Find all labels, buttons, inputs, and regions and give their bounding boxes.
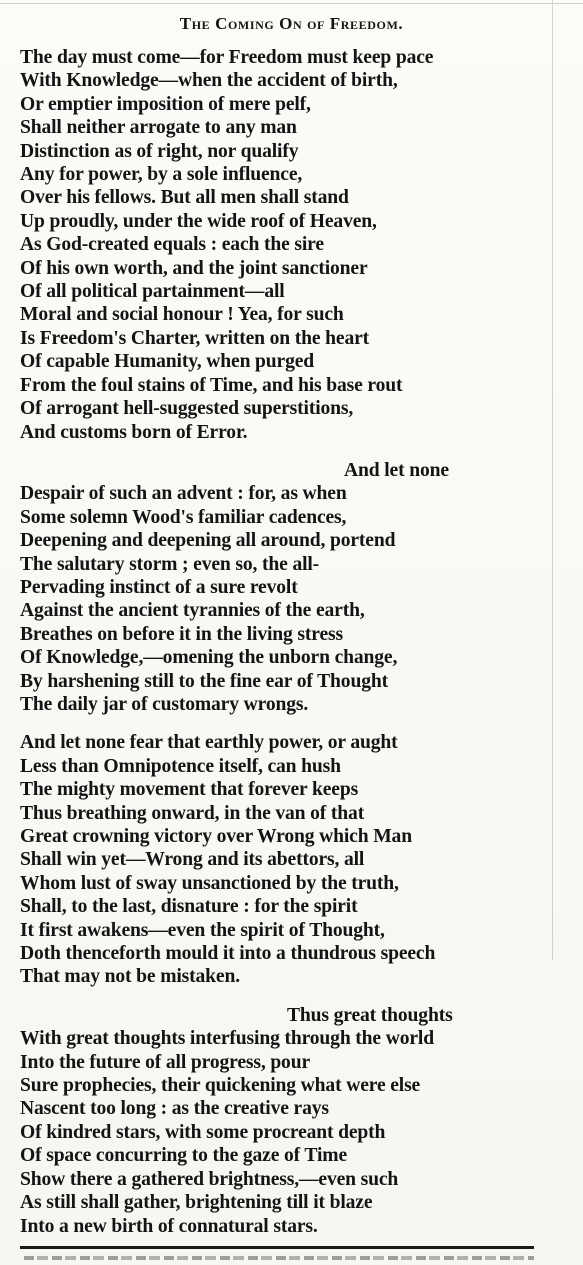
stanza	[20, 459, 560, 716]
poem-line: The mighty movement that forever keeps	[20, 779, 359, 801]
poem-line: With Knowledge—when the accident of birth,	[20, 70, 398, 92]
poem-line: Show there a gathered brightness,—even such	[20, 1168, 399, 1190]
poem-line: Of all political partainment—all	[20, 281, 285, 303]
poem-line: Distinction as of right, nor qualify	[20, 140, 299, 162]
stanza	[20, 731, 560, 988]
poem-line: The day must come—for Freedom must keep pace	[20, 47, 434, 68]
stanza-gap	[20, 716, 560, 731]
poem-line: Breathes on before it in the living stress	[20, 623, 343, 645]
poem-line: Against the ancient tyrannies of the earth,	[20, 600, 365, 622]
poem-line: Doth thenceforth mould it into a thundrous speech	[20, 943, 436, 965]
top-border-rule	[0, 3, 583, 4]
poem-line: From the foul stains of Time, and his base rout	[20, 374, 403, 396]
poem-line: Into a new birth of connatural stars.	[20, 1215, 318, 1237]
poem-line: By harshening still to the fine ear of Thought	[20, 670, 388, 692]
bottom-rule	[20, 1246, 534, 1249]
poem-line: Thus breathing onward, in the van of that	[20, 802, 365, 824]
poem-line: Less than Omnipotence itself, can hush	[20, 755, 341, 777]
poem-line: Any for power, by a sole influence,	[20, 164, 303, 186]
poem-line: The salutary storm ; even so, the all-	[20, 553, 320, 575]
poem-line: As God-created equals : each the sire	[20, 234, 324, 256]
stanza	[20, 46, 560, 444]
poem-line: And let none fear that earthly power, or aught	[20, 732, 398, 754]
poem-line: Whom lust of sway unsanctioned by the truth,	[20, 872, 399, 894]
poem-line: Deepening and deepening all around, portend	[20, 530, 396, 552]
poem-line: Into the future of all progress, pour	[20, 1051, 311, 1073]
poem-line: Shall neither arrogate to any man	[20, 117, 297, 139]
poem-line: Of his own worth, and the joint sanctioner	[20, 257, 368, 279]
poem-line: Of capable Humanity, when purged	[20, 351, 315, 373]
poem-line: That may not be mistaken.	[20, 966, 240, 988]
poem-line: And customs born of Error.	[20, 421, 248, 443]
poem-line: Sure prophecies, their quickening what were else	[20, 1075, 421, 1097]
poem-line: It first awakens—even the spirit of Thought,	[20, 919, 385, 941]
cropped-next-column-text	[24, 1256, 534, 1260]
poem-line: Pervading instinct of a sure revolt	[20, 576, 298, 598]
poem-line: Of kindred stars, with some procreant depth	[20, 1121, 386, 1143]
poem-body	[20, 46, 560, 1238]
poem-line: Of Knowledge,—omening the unborn change,	[20, 647, 398, 669]
poem-line: Over his fellows. But all men shall stand	[20, 187, 349, 209]
poem-line: Shall, to the last, disnature : for the spirit	[20, 896, 358, 918]
poem-line: Shall win yet—Wrong and its abettors, all	[20, 849, 365, 871]
poem-line: The daily jar of customary wrongs.	[20, 693, 309, 715]
poem-line: Great crowning victory over Wrong which Man	[20, 826, 412, 847]
stanza-gap	[20, 444, 560, 459]
stanza	[20, 1004, 560, 1238]
poem-line-lead: Thus great thoughts	[287, 1004, 453, 1026]
poem-title: The Coming On of Freedom.	[179, 14, 404, 33]
poem-line: Some solemn Wood's familiar cadences,	[20, 506, 347, 528]
poem-line-lead: And let none	[344, 459, 449, 481]
poem-line: Moral and social honour ! Yea, for such	[20, 304, 344, 326]
poem-line: Or emptier imposition of mere pelf,	[20, 93, 311, 115]
poem-line: Up proudly, under the wide roof of Heaven,	[20, 210, 377, 232]
poem-line: Despair of such an advent : for, as when	[20, 483, 347, 505]
poem-line: With great thoughts interfusing through the world	[20, 1028, 434, 1050]
stanza-gap	[20, 989, 560, 1004]
poem-line: As still shall gather, brightening till it blaze	[20, 1192, 373, 1214]
poem-line: Of arrogant hell-suggested superstitions,	[20, 398, 354, 420]
poem-line: Nascent too long : as the creative rays	[20, 1098, 329, 1120]
poem-line: Is Freedom's Charter, written on the heart	[20, 327, 370, 349]
poem-line: Of space concurring to the gaze of Time	[20, 1145, 348, 1167]
